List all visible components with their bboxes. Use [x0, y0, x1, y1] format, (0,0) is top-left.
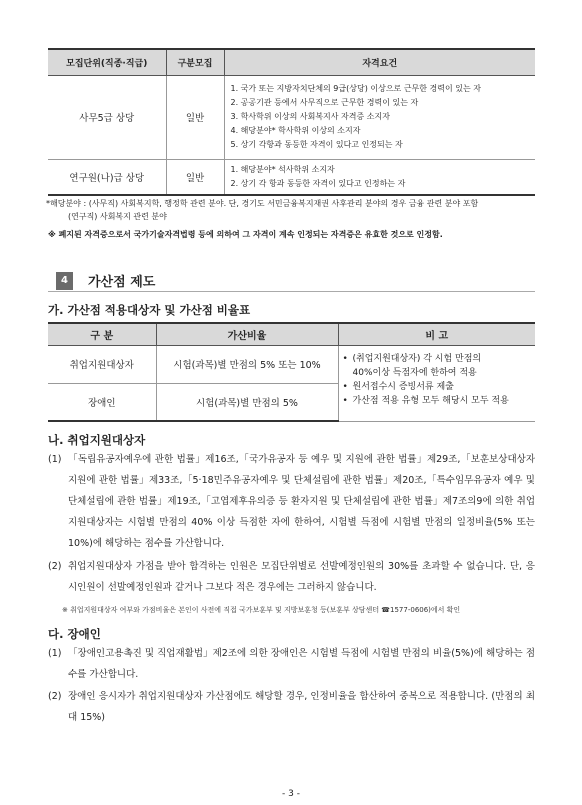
requirement-line: 3. 학사학위 이상의 사회복지사 자격증 소지자 [230, 112, 390, 121]
remark-item [343, 394, 532, 408]
table-row [48, 159, 535, 195]
remark-text: 가산점 적용 유형 모두 해당시 모두 적용 [352, 395, 509, 406]
header-category: 구 분 [48, 323, 156, 345]
section-title: 가산점 제도 [88, 275, 156, 290]
header-remarks: 비 고 [338, 323, 535, 345]
remark-text: 원서접수시 증빙서류 제출 [352, 381, 454, 392]
paragraph-number: (1) [48, 648, 62, 659]
paragraph-text: 「독립유공자예우에 관한 법률」제16조,「국가유공자 등 예우 및 지원에 관한 법률」제29조,「보훈보상대상자 지원에 관한 법률」제33조,「5·18민주유공자예우 및 단체설립에 관한 법률」제20조,「특수임무유공자 예우 및 단체설립에 관한 법률」제19조,「고엽제후유의증 등 환자지원 및 단체설립에 관한 법률」제7조의9에 의한 취업지원대상자는 시험별 만점의 40% 이상 득점한 자에 한하여, 시험별 득점에 시험별 만점의 일정비율(5% 또는 10%)에 해당하는 점수를 가산합니다. [68, 454, 535, 549]
category-cell: 취업지원대상자 [48, 345, 156, 383]
remarks-cell [338, 345, 535, 421]
requirement-line: 1. 해당분야* 석사학위 소지자 [230, 164, 335, 174]
unit-cell: 연구원(나)급 상당 [48, 159, 166, 195]
requirement-line: 4. 해당분야* 학사학위 이상의 소지자 [230, 126, 361, 135]
qualification-table [48, 48, 535, 196]
table-row [48, 345, 535, 383]
subsection-a-title: 가. 가산점 적용대상자 및 가산점 비율표 [48, 303, 251, 317]
paragraph-b1 [48, 449, 535, 554]
paragraph-number: (2) [48, 561, 62, 572]
bonus-table [48, 322, 535, 422]
requirement-line: 2. 공공기관 등에서 사무직으로 근무한 경력이 있는 자 [230, 98, 419, 107]
table-row [48, 75, 535, 159]
category-cell: 장애인 [48, 383, 156, 421]
unit-cell: 사무5급 상당 [48, 75, 166, 159]
remark-text: 40%이상 득점자에 한하여 적용 [352, 367, 477, 378]
section-number: 4 [56, 272, 73, 290]
header-ratio: 가산비율 [156, 323, 338, 345]
paragraph-text: 「장애인고용촉진 및 직업재활법」제2조에 의한 장애인은 시험별 득점에 시험별 만점의 비율(5%)에 해당하는 점수를 가산합니다. [68, 648, 535, 680]
certificate-note: ※ 폐지된 자격증으로서 국가기술자격법령 등에 의하여 그 자격이 계속 인정되는 자격증은 유효한 것으로 인정함. [48, 230, 443, 239]
type-cell: 일반 [166, 159, 224, 195]
ratio-cell: 시험(과목)별 만점의 5% [156, 383, 338, 421]
subsection-b-title: 나. 취업지원대상자 [48, 433, 146, 447]
paragraph-c1 [48, 643, 535, 685]
field-note-line1: *해당분야 : (사무직) 사회복지학, 행정학 관련 분야. 단, 경기도 서민금융복지재권 사후관리 분야의 경우 금융 관련 분야 포함 [46, 199, 479, 208]
header-unit: 모집단위(직종·직급) [48, 49, 166, 75]
veteran-note: ※ 취업지원대상자 여부와 가점비율은 본인이 사전에 직접 국가보훈부 및 지방보훈청 등(보훈부 상담센터 ☎1577-0606)에서 확인 [62, 606, 461, 614]
remark-item [343, 380, 532, 394]
ratio-cell: 시험(과목)별 만점의 5% 또는 10% [156, 345, 338, 383]
header-type: 구분모집 [166, 49, 224, 75]
paragraph-text: 장애인 응시자가 취업지원대상자 가산점에도 해당할 경우, 인정비율을 합산하여 중복으로 적용합니다. (만점의 최대 15%) [68, 691, 535, 723]
bullet-icon: • [342, 381, 348, 392]
requirements-cell [224, 75, 535, 159]
section-header [48, 270, 535, 292]
paragraph-c2 [48, 686, 535, 728]
requirement-line: 5. 상기 각항과 동등한 자격이 있다고 인정되는 자 [230, 140, 403, 149]
bullet-icon: • [342, 353, 348, 364]
header-requirements: 자격요건 [224, 49, 535, 75]
paragraph-number: (1) [48, 454, 62, 465]
remark-text: (취업지원대상자) 각 시험 만점의 [352, 353, 482, 364]
paragraph-b2 [48, 556, 535, 598]
field-note-line2: (연구직) 사회복지 관련 분야 [68, 212, 167, 221]
requirement-line: 1. 국가 또는 지방자치단체의 9급(상당) 이상으로 근무한 경력이 있는 자 [230, 84, 482, 93]
subsection-c-title: 다. 장애인 [48, 627, 101, 641]
bullet-icon: • [342, 395, 348, 406]
requirement-line: 2. 상기 각 항과 동등한 자격이 있다고 인정하는 자 [230, 178, 406, 188]
paragraph-text: 취업지원대상자 가점을 받아 합격하는 인원은 모집단위별로 선발예정인원의 30%를 초과할 수 없습니다. 단, 응시인원이 선발예정인원과 같거나 그보다 적은 경우에는 그러하지 않습니다. [68, 561, 535, 593]
paragraph-number: (2) [48, 691, 62, 702]
remark-item [343, 352, 532, 366]
page-number: - 3 - [282, 789, 300, 799]
requirements-cell [224, 159, 535, 195]
type-cell: 일반 [166, 75, 224, 159]
